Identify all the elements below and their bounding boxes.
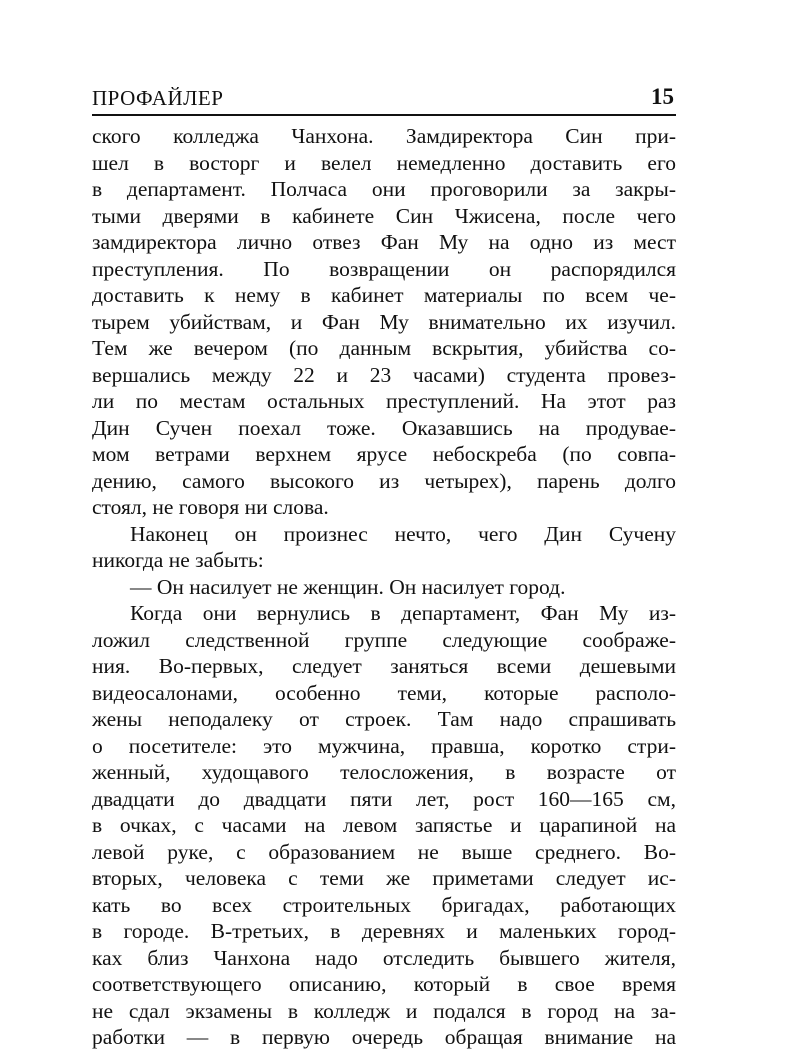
text-line: о посетителе: это мужчина, правша, коротко стри- (92, 733, 676, 758)
text-line: не сдал экзамены в колледж и подался в город на за- (92, 998, 676, 1023)
text-line: шел в восторг и велел немедленно доставить его (92, 150, 676, 175)
text-line: работки — в первую очередь обращая внимание на (92, 1025, 676, 1049)
text-line: ния. Во-первых, следует заняться всеми дешевыми (92, 654, 676, 678)
text-line: Тем же вечером (по данным вскрытия, убийства со- (92, 336, 676, 360)
body-text (92, 123, 676, 1051)
text-line: ках близ Чанхона надо отследить бывшего жителя, (92, 945, 676, 970)
text-line: ли по местам остальных преступлений. На этот раз (92, 389, 676, 413)
text-line: в городе. В-третьих, в деревнях и маленьких город- (92, 919, 676, 943)
text-line: доставить к нему в кабинет материалы по всем че- (92, 283, 676, 307)
text-line: ложил следственной группе следующие соображе- (92, 627, 676, 652)
text-line: кать во всех строительных бригадах, работающих (92, 892, 676, 917)
text-line: преступления. По возвращении он распорядился (92, 256, 676, 281)
page-number: 15 (651, 84, 674, 109)
text-line: жены неподалеку от строек. Там надо спрашивать (92, 707, 676, 731)
text-line: левой руке, с образованием не выше среднего. Во- (92, 839, 676, 864)
running-head (92, 84, 676, 116)
text-line: никогда не забыть: (92, 548, 264, 572)
text-line: видеосалонами, особенно теми, которые располо- (92, 680, 676, 705)
text-line: ского колледжа Чанхона. Замдиректора Син при- (92, 124, 676, 148)
text-line: мом ветрами верхнем ярусе небоскреба (по совпа- (92, 442, 676, 466)
text-line: в департамент. Полчаса они проговорили за закры- (92, 177, 676, 201)
text-line: — Он насилует не женщин. Он насилует город. (130, 574, 566, 599)
text-line: стоял, не говоря ни слова. (92, 495, 329, 519)
book-title: ПРОФАЙЛЕР (92, 86, 224, 110)
text-line: тырем убийствам, и Фан Му внимательно их изучил. (92, 309, 676, 334)
text-line: тыми дверями в кабинете Син Чжисена, после чего (92, 203, 676, 228)
text-line: женный, худощавого телосложения, в возрасте от (92, 760, 676, 784)
text-line: Когда они вернулись в департамент, Фан Му из- (130, 601, 676, 625)
text-line: Наконец он произнес нечто, чего Дин Сучену (130, 521, 676, 546)
text-line: дению, самого высокого из четырех), парень долго (92, 468, 676, 493)
text-line: вершались между 22 и 23 часами) студента провез- (92, 362, 676, 387)
text-line: двадцати до двадцати пяти лет, рост 160—165 см, (92, 786, 676, 811)
text-line: вторых, человека с теми же приметами следует ис- (92, 866, 676, 890)
text-line: соответствующего описанию, который в свое время (92, 972, 676, 996)
text-line: в очках, с часами на левом запястье и царапиной на (92, 813, 676, 837)
text-line: Дин Сучен поехал тоже. Оказавшись на продувае- (92, 415, 676, 440)
text-line: замдиректора лично отвез Фан Му на одно из мест (92, 230, 676, 254)
